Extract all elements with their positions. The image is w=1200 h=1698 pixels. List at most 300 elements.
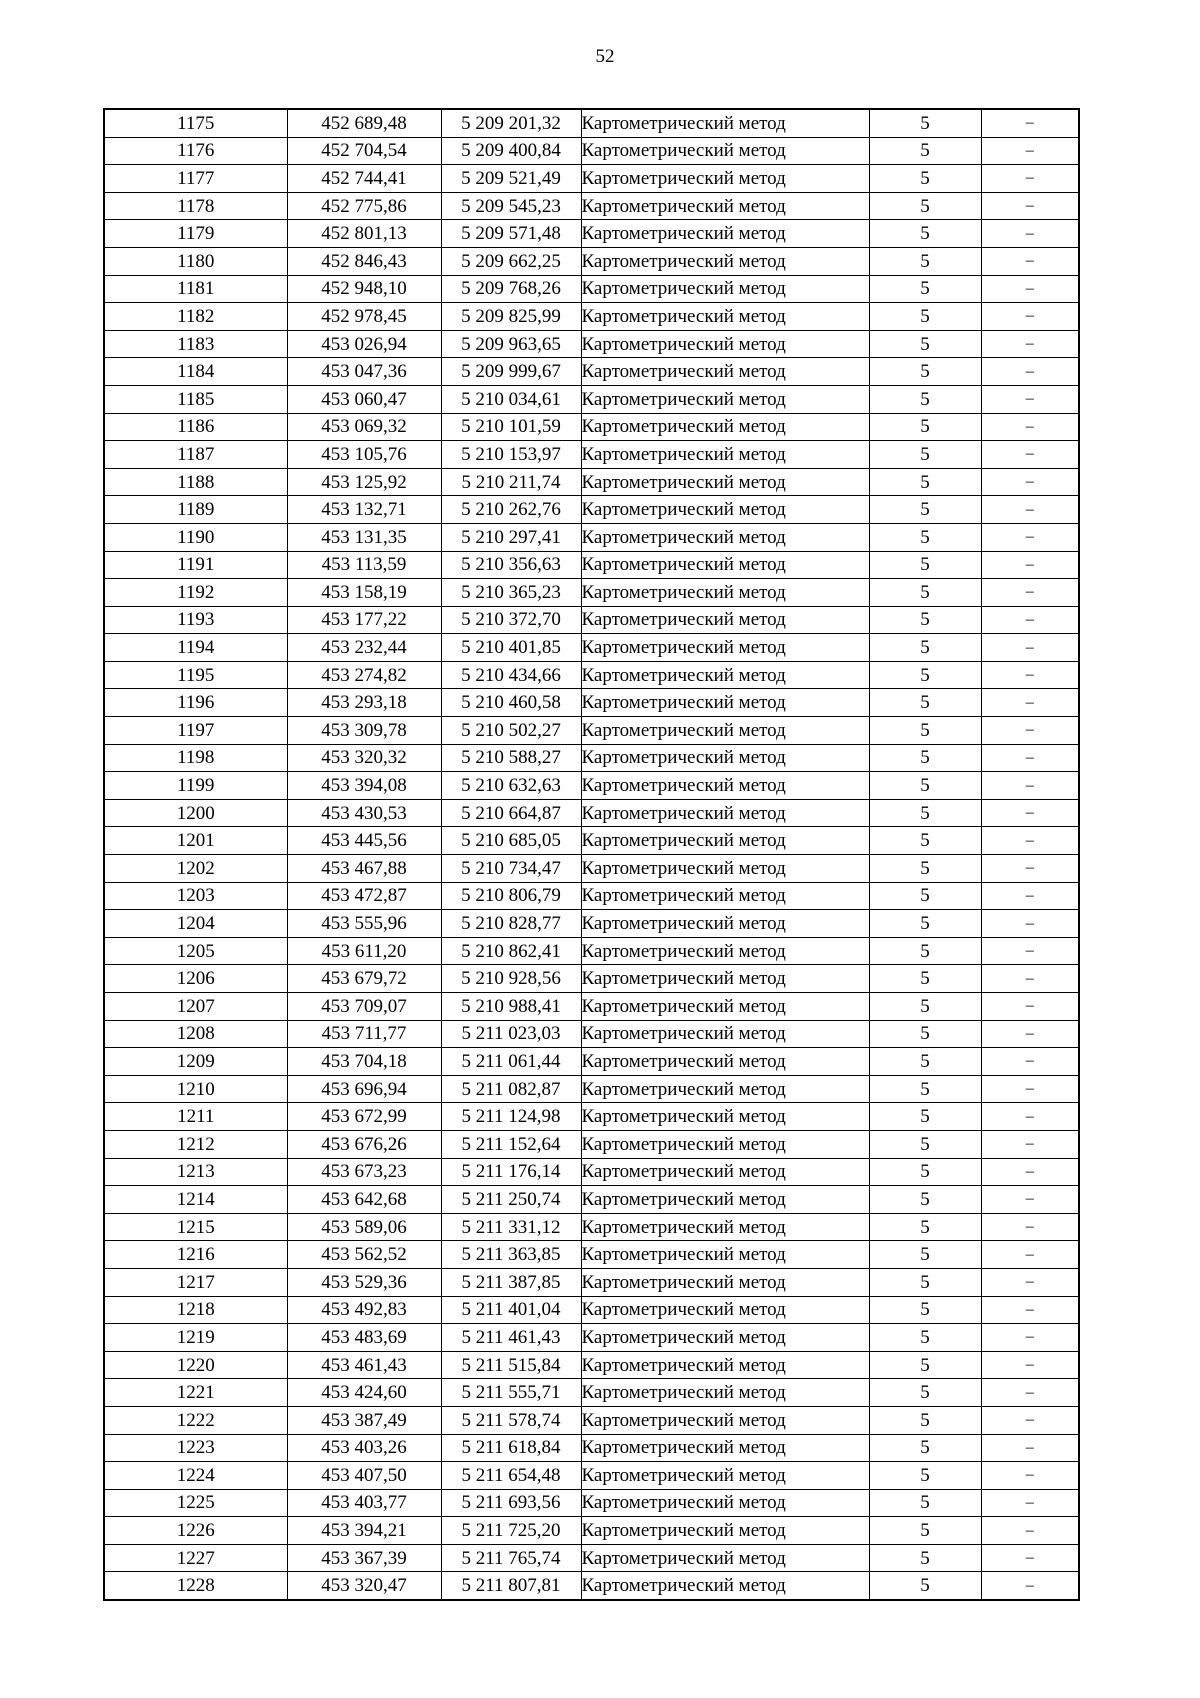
table-row xyxy=(104,192,1079,220)
point-number-cell: 1205 xyxy=(104,937,287,965)
note-cell: – xyxy=(981,1379,1079,1407)
x-coordinate-cell: 453 069,32 xyxy=(287,413,441,441)
y-coordinate-cell: 5 210 988,41 xyxy=(441,993,581,1021)
note-cell: – xyxy=(981,1186,1079,1214)
accuracy-cell: 5 xyxy=(869,192,981,220)
x-coordinate-cell: 453 403,77 xyxy=(287,1489,441,1517)
point-number-cell: 1185 xyxy=(104,385,287,413)
accuracy-cell: 5 xyxy=(869,634,981,662)
y-coordinate-cell: 5 210 034,61 xyxy=(441,385,581,413)
table-row xyxy=(104,275,1079,303)
note-cell: – xyxy=(981,1572,1079,1600)
table-row xyxy=(104,1406,1079,1434)
note-cell: – xyxy=(981,137,1079,165)
note-cell: – xyxy=(981,1517,1079,1545)
note-cell: – xyxy=(981,661,1079,689)
x-coordinate-cell: 453 026,94 xyxy=(287,330,441,358)
y-coordinate-cell: 5 211 124,98 xyxy=(441,1103,581,1131)
x-coordinate-cell: 452 775,86 xyxy=(287,192,441,220)
accuracy-cell: 5 xyxy=(869,772,981,800)
note-cell: – xyxy=(981,937,1079,965)
note-cell: – xyxy=(981,523,1079,551)
accuracy-cell: 5 xyxy=(869,468,981,496)
table-row xyxy=(104,965,1079,993)
point-number-cell: 1213 xyxy=(104,1158,287,1186)
table-row xyxy=(104,1020,1079,1048)
y-coordinate-cell: 5 210 365,23 xyxy=(441,579,581,607)
table-row xyxy=(104,634,1079,662)
method-cell: Картометрический метод xyxy=(581,1130,869,1158)
note-cell: – xyxy=(981,1462,1079,1490)
point-number-cell: 1227 xyxy=(104,1544,287,1572)
x-coordinate-cell: 453 472,87 xyxy=(287,882,441,910)
accuracy-cell: 5 xyxy=(869,910,981,938)
method-cell: Картометрический метод xyxy=(581,827,869,855)
accuracy-cell: 5 xyxy=(869,579,981,607)
x-coordinate-cell: 453 060,47 xyxy=(287,385,441,413)
point-number-cell: 1221 xyxy=(104,1379,287,1407)
accuracy-cell: 5 xyxy=(869,1158,981,1186)
x-coordinate-cell: 453 177,22 xyxy=(287,606,441,634)
accuracy-cell: 5 xyxy=(869,689,981,717)
note-cell: – xyxy=(981,330,1079,358)
table-row xyxy=(104,303,1079,331)
point-number-cell: 1217 xyxy=(104,1268,287,1296)
note-cell: – xyxy=(981,385,1079,413)
accuracy-cell: 5 xyxy=(869,165,981,193)
note-cell: – xyxy=(981,358,1079,386)
point-number-cell: 1203 xyxy=(104,882,287,910)
y-coordinate-cell: 5 209 545,23 xyxy=(441,192,581,220)
accuracy-cell: 5 xyxy=(869,1020,981,1048)
accuracy-cell: 5 xyxy=(869,1324,981,1352)
page-number: 52 xyxy=(595,46,615,67)
table-row xyxy=(104,109,1079,137)
y-coordinate-cell: 5 210 632,63 xyxy=(441,772,581,800)
note-cell: – xyxy=(981,1241,1079,1269)
x-coordinate-cell: 453 158,19 xyxy=(287,579,441,607)
point-number-cell: 1187 xyxy=(104,441,287,469)
note-cell: – xyxy=(981,1268,1079,1296)
accuracy-cell: 5 xyxy=(869,330,981,358)
note-cell: – xyxy=(981,109,1079,137)
method-cell: Картометрический метод xyxy=(581,1324,869,1352)
method-cell: Картометрический метод xyxy=(581,1572,869,1600)
table-row xyxy=(104,1324,1079,1352)
y-coordinate-cell: 5 211 555,71 xyxy=(441,1379,581,1407)
note-cell: – xyxy=(981,855,1079,883)
table-row xyxy=(104,523,1079,551)
point-number-cell: 1219 xyxy=(104,1324,287,1352)
table-row xyxy=(104,827,1079,855)
point-number-cell: 1201 xyxy=(104,827,287,855)
x-coordinate-cell: 453 430,53 xyxy=(287,799,441,827)
x-coordinate-cell: 453 445,56 xyxy=(287,827,441,855)
note-cell: – xyxy=(981,247,1079,275)
x-coordinate-cell: 453 132,71 xyxy=(287,496,441,524)
x-coordinate-cell: 453 274,82 xyxy=(287,661,441,689)
method-cell: Картометрический метод xyxy=(581,303,869,331)
point-number-cell: 1212 xyxy=(104,1130,287,1158)
x-coordinate-cell: 453 367,39 xyxy=(287,1544,441,1572)
table-row xyxy=(104,882,1079,910)
y-coordinate-cell: 5 211 654,48 xyxy=(441,1462,581,1490)
accuracy-cell: 5 xyxy=(869,1130,981,1158)
accuracy-cell: 5 xyxy=(869,523,981,551)
y-coordinate-cell: 5 211 578,74 xyxy=(441,1406,581,1434)
table-row xyxy=(104,1213,1079,1241)
method-cell: Картометрический метод xyxy=(581,109,869,137)
y-coordinate-cell: 5 211 765,74 xyxy=(441,1544,581,1572)
y-coordinate-cell: 5 209 201,32 xyxy=(441,109,581,137)
y-coordinate-cell: 5 209 400,84 xyxy=(441,137,581,165)
point-number-cell: 1216 xyxy=(104,1241,287,1269)
method-cell: Картометрический метод xyxy=(581,441,869,469)
y-coordinate-cell: 5 210 211,74 xyxy=(441,468,581,496)
x-coordinate-cell: 453 529,36 xyxy=(287,1268,441,1296)
note-cell: – xyxy=(981,1020,1079,1048)
accuracy-cell: 5 xyxy=(869,1434,981,1462)
method-cell: Картометрический метод xyxy=(581,468,869,496)
note-cell: – xyxy=(981,1158,1079,1186)
note-cell: – xyxy=(981,689,1079,717)
x-coordinate-cell: 453 232,44 xyxy=(287,634,441,662)
y-coordinate-cell: 5 211 082,87 xyxy=(441,1075,581,1103)
y-coordinate-cell: 5 209 768,26 xyxy=(441,275,581,303)
accuracy-cell: 5 xyxy=(869,109,981,137)
x-coordinate-cell: 452 846,43 xyxy=(287,247,441,275)
y-coordinate-cell: 5 211 061,44 xyxy=(441,1048,581,1076)
note-cell: – xyxy=(981,882,1079,910)
method-cell: Картометрический метод xyxy=(581,1186,869,1214)
accuracy-cell: 5 xyxy=(869,275,981,303)
point-number-cell: 1193 xyxy=(104,606,287,634)
point-number-cell: 1178 xyxy=(104,192,287,220)
y-coordinate-cell: 5 210 685,05 xyxy=(441,827,581,855)
accuracy-cell: 5 xyxy=(869,937,981,965)
method-cell: Картометрический метод xyxy=(581,1296,869,1324)
accuracy-cell: 5 xyxy=(869,827,981,855)
x-coordinate-cell: 453 709,07 xyxy=(287,993,441,1021)
y-coordinate-cell: 5 211 807,81 xyxy=(441,1572,581,1600)
x-coordinate-cell: 452 704,54 xyxy=(287,137,441,165)
accuracy-cell: 5 xyxy=(869,385,981,413)
y-coordinate-cell: 5 209 963,65 xyxy=(441,330,581,358)
accuracy-cell: 5 xyxy=(869,1351,981,1379)
note-cell: – xyxy=(981,1434,1079,1462)
point-number-cell: 1182 xyxy=(104,303,287,331)
accuracy-cell: 5 xyxy=(869,1489,981,1517)
x-coordinate-cell: 453 394,21 xyxy=(287,1517,441,1545)
point-number-cell: 1199 xyxy=(104,772,287,800)
table-row xyxy=(104,330,1079,358)
method-cell: Картометрический метод xyxy=(581,1379,869,1407)
accuracy-cell: 5 xyxy=(869,1296,981,1324)
table-row xyxy=(104,1130,1079,1158)
note-cell: – xyxy=(981,965,1079,993)
accuracy-cell: 5 xyxy=(869,717,981,745)
point-number-cell: 1225 xyxy=(104,1489,287,1517)
method-cell: Картометрический метод xyxy=(581,551,869,579)
point-number-cell: 1223 xyxy=(104,1434,287,1462)
method-cell: Картометрический метод xyxy=(581,965,869,993)
note-cell: – xyxy=(981,799,1079,827)
table-row xyxy=(104,1241,1079,1269)
point-number-cell: 1181 xyxy=(104,275,287,303)
x-coordinate-cell: 452 744,41 xyxy=(287,165,441,193)
accuracy-cell: 5 xyxy=(869,137,981,165)
table-row xyxy=(104,385,1079,413)
y-coordinate-cell: 5 211 693,56 xyxy=(441,1489,581,1517)
point-number-cell: 1220 xyxy=(104,1351,287,1379)
y-coordinate-cell: 5 211 331,12 xyxy=(441,1213,581,1241)
table-row xyxy=(104,1186,1079,1214)
point-number-cell: 1196 xyxy=(104,689,287,717)
y-coordinate-cell: 5 209 521,49 xyxy=(441,165,581,193)
note-cell: – xyxy=(981,1489,1079,1517)
x-coordinate-cell: 453 394,08 xyxy=(287,772,441,800)
x-coordinate-cell: 453 047,36 xyxy=(287,358,441,386)
note-cell: – xyxy=(981,1296,1079,1324)
table-row xyxy=(104,772,1079,800)
x-coordinate-cell: 453 125,92 xyxy=(287,468,441,496)
accuracy-cell: 5 xyxy=(869,1572,981,1600)
table-row xyxy=(104,137,1079,165)
x-coordinate-cell: 452 801,13 xyxy=(287,220,441,248)
table-row xyxy=(104,358,1079,386)
note-cell: – xyxy=(981,634,1079,662)
point-number-cell: 1228 xyxy=(104,1572,287,1600)
y-coordinate-cell: 5 210 297,41 xyxy=(441,523,581,551)
x-coordinate-cell: 453 589,06 xyxy=(287,1213,441,1241)
method-cell: Картометрический метод xyxy=(581,1268,869,1296)
y-coordinate-cell: 5 210 101,59 xyxy=(441,413,581,441)
method-cell: Картометрический метод xyxy=(581,1517,869,1545)
point-number-cell: 1211 xyxy=(104,1103,287,1131)
y-coordinate-cell: 5 210 806,79 xyxy=(441,882,581,910)
note-cell: – xyxy=(981,1351,1079,1379)
accuracy-cell: 5 xyxy=(869,855,981,883)
method-cell: Картометрический метод xyxy=(581,937,869,965)
table-row xyxy=(104,441,1079,469)
point-number-cell: 1210 xyxy=(104,1075,287,1103)
accuracy-cell: 5 xyxy=(869,993,981,1021)
method-cell: Картометрический метод xyxy=(581,1213,869,1241)
method-cell: Картометрический метод xyxy=(581,882,869,910)
note-cell: – xyxy=(981,1544,1079,1572)
accuracy-cell: 5 xyxy=(869,799,981,827)
y-coordinate-cell: 5 210 262,76 xyxy=(441,496,581,524)
table-row xyxy=(104,468,1079,496)
note-cell: – xyxy=(981,1324,1079,1352)
table-row xyxy=(104,1351,1079,1379)
point-number-cell: 1183 xyxy=(104,330,287,358)
y-coordinate-cell: 5 209 825,99 xyxy=(441,303,581,331)
y-coordinate-cell: 5 211 250,74 xyxy=(441,1186,581,1214)
method-cell: Картометрический метод xyxy=(581,275,869,303)
method-cell: Картометрический метод xyxy=(581,1489,869,1517)
x-coordinate-cell: 452 978,45 xyxy=(287,303,441,331)
method-cell: Картометрический метод xyxy=(581,1075,869,1103)
x-coordinate-cell: 453 676,26 xyxy=(287,1130,441,1158)
accuracy-cell: 5 xyxy=(869,1544,981,1572)
table-row xyxy=(104,247,1079,275)
accuracy-cell: 5 xyxy=(869,441,981,469)
method-cell: Картометрический метод xyxy=(581,523,869,551)
note-cell: – xyxy=(981,1075,1079,1103)
accuracy-cell: 5 xyxy=(869,247,981,275)
point-number-cell: 1209 xyxy=(104,1048,287,1076)
y-coordinate-cell: 5 211 618,84 xyxy=(441,1434,581,1462)
y-coordinate-cell: 5 210 502,27 xyxy=(441,717,581,745)
x-coordinate-cell: 453 704,18 xyxy=(287,1048,441,1076)
y-coordinate-cell: 5 211 461,43 xyxy=(441,1324,581,1352)
accuracy-cell: 5 xyxy=(869,606,981,634)
y-coordinate-cell: 5 209 571,48 xyxy=(441,220,581,248)
note-cell: – xyxy=(981,1103,1079,1131)
x-coordinate-cell: 453 467,88 xyxy=(287,855,441,883)
y-coordinate-cell: 5 210 928,56 xyxy=(441,965,581,993)
accuracy-cell: 5 xyxy=(869,1103,981,1131)
note-cell: – xyxy=(981,275,1079,303)
note-cell: – xyxy=(981,910,1079,938)
method-cell: Картометрический метод xyxy=(581,1351,869,1379)
table-row xyxy=(104,220,1079,248)
accuracy-cell: 5 xyxy=(869,1268,981,1296)
x-coordinate-cell: 453 309,78 xyxy=(287,717,441,745)
method-cell: Картометрический метод xyxy=(581,910,869,938)
point-number-cell: 1215 xyxy=(104,1213,287,1241)
x-coordinate-cell: 453 483,69 xyxy=(287,1324,441,1352)
accuracy-cell: 5 xyxy=(869,1075,981,1103)
method-cell: Картометрический метод xyxy=(581,717,869,745)
x-coordinate-cell: 453 105,76 xyxy=(287,441,441,469)
point-number-cell: 1218 xyxy=(104,1296,287,1324)
point-number-cell: 1179 xyxy=(104,220,287,248)
note-cell: – xyxy=(981,579,1079,607)
point-number-cell: 1190 xyxy=(104,523,287,551)
y-coordinate-cell: 5 210 460,58 xyxy=(441,689,581,717)
x-coordinate-cell: 453 387,49 xyxy=(287,1406,441,1434)
method-cell: Картометрический метод xyxy=(581,634,869,662)
x-coordinate-cell: 453 679,72 xyxy=(287,965,441,993)
point-number-cell: 1206 xyxy=(104,965,287,993)
point-number-cell: 1194 xyxy=(104,634,287,662)
x-coordinate-cell: 452 948,10 xyxy=(287,275,441,303)
method-cell: Картометрический метод xyxy=(581,247,869,275)
note-cell: – xyxy=(981,303,1079,331)
table-row xyxy=(104,689,1079,717)
note-cell: – xyxy=(981,551,1079,579)
y-coordinate-cell: 5 211 401,04 xyxy=(441,1296,581,1324)
point-number-cell: 1176 xyxy=(104,137,287,165)
y-coordinate-cell: 5 211 515,84 xyxy=(441,1351,581,1379)
note-cell: – xyxy=(981,827,1079,855)
table-row xyxy=(104,1048,1079,1076)
table-row xyxy=(104,551,1079,579)
note-cell: – xyxy=(981,413,1079,441)
y-coordinate-cell: 5 211 725,20 xyxy=(441,1517,581,1545)
method-cell: Картометрический метод xyxy=(581,855,869,883)
accuracy-cell: 5 xyxy=(869,1517,981,1545)
x-coordinate-cell: 453 407,50 xyxy=(287,1462,441,1490)
y-coordinate-cell: 5 210 434,66 xyxy=(441,661,581,689)
point-number-cell: 1186 xyxy=(104,413,287,441)
x-coordinate-cell: 453 492,83 xyxy=(287,1296,441,1324)
y-coordinate-cell: 5 211 363,85 xyxy=(441,1241,581,1269)
x-coordinate-cell: 453 555,96 xyxy=(287,910,441,938)
method-cell: Картометрический метод xyxy=(581,330,869,358)
y-coordinate-cell: 5 211 176,14 xyxy=(441,1158,581,1186)
point-number-cell: 1184 xyxy=(104,358,287,386)
method-cell: Картометрический метод xyxy=(581,165,869,193)
point-number-cell: 1180 xyxy=(104,247,287,275)
y-coordinate-cell: 5 210 153,97 xyxy=(441,441,581,469)
x-coordinate-cell: 453 673,23 xyxy=(287,1158,441,1186)
method-cell: Картометрический метод xyxy=(581,1158,869,1186)
point-number-cell: 1197 xyxy=(104,717,287,745)
method-cell: Картометрический метод xyxy=(581,358,869,386)
y-coordinate-cell: 5 210 372,70 xyxy=(441,606,581,634)
table-row xyxy=(104,1434,1079,1462)
accuracy-cell: 5 xyxy=(869,303,981,331)
accuracy-cell: 5 xyxy=(869,1379,981,1407)
method-cell: Картометрический метод xyxy=(581,1241,869,1269)
x-coordinate-cell: 453 711,77 xyxy=(287,1020,441,1048)
method-cell: Картометрический метод xyxy=(581,993,869,1021)
x-coordinate-cell: 453 611,20 xyxy=(287,937,441,965)
accuracy-cell: 5 xyxy=(869,1213,981,1241)
accuracy-cell: 5 xyxy=(869,1462,981,1490)
accuracy-cell: 5 xyxy=(869,551,981,579)
method-cell: Картометрический метод xyxy=(581,1434,869,1462)
accuracy-cell: 5 xyxy=(869,1186,981,1214)
method-cell: Картометрический метод xyxy=(581,1406,869,1434)
method-cell: Картометрический метод xyxy=(581,385,869,413)
method-cell: Картометрический метод xyxy=(581,1020,869,1048)
y-coordinate-cell: 5 209 999,67 xyxy=(441,358,581,386)
x-coordinate-cell: 453 320,47 xyxy=(287,1572,441,1600)
y-coordinate-cell: 5 210 828,77 xyxy=(441,910,581,938)
coordinates-table xyxy=(103,108,1080,1601)
method-cell: Картометрический метод xyxy=(581,799,869,827)
x-coordinate-cell: 453 562,52 xyxy=(287,1241,441,1269)
point-number-cell: 1192 xyxy=(104,579,287,607)
method-cell: Картометрический метод xyxy=(581,689,869,717)
table-row xyxy=(104,1158,1079,1186)
method-cell: Картометрический метод xyxy=(581,137,869,165)
table-row xyxy=(104,661,1079,689)
note-cell: – xyxy=(981,165,1079,193)
table-row xyxy=(104,1296,1079,1324)
point-number-cell: 1224 xyxy=(104,1462,287,1490)
method-cell: Картометрический метод xyxy=(581,220,869,248)
y-coordinate-cell: 5 210 588,27 xyxy=(441,744,581,772)
note-cell: – xyxy=(981,1213,1079,1241)
point-number-cell: 1207 xyxy=(104,993,287,1021)
x-coordinate-cell: 453 696,94 xyxy=(287,1075,441,1103)
point-number-cell: 1177 xyxy=(104,165,287,193)
x-coordinate-cell: 453 403,26 xyxy=(287,1434,441,1462)
table-row xyxy=(104,1075,1079,1103)
note-cell: – xyxy=(981,441,1079,469)
table-row xyxy=(104,1489,1079,1517)
y-coordinate-cell: 5 210 356,63 xyxy=(441,551,581,579)
table-row xyxy=(104,1517,1079,1545)
point-number-cell: 1191 xyxy=(104,551,287,579)
point-number-cell: 1200 xyxy=(104,799,287,827)
accuracy-cell: 5 xyxy=(869,1241,981,1269)
